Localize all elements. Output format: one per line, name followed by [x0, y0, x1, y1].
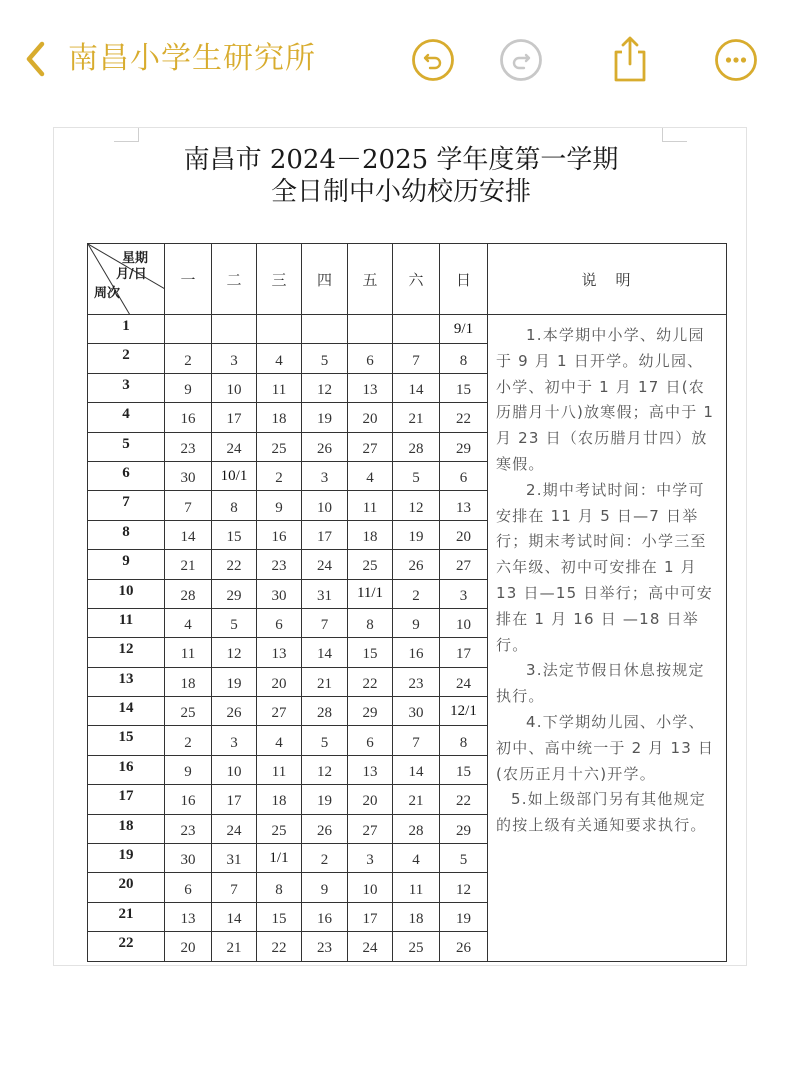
day-cell: 8 [440, 726, 488, 755]
day-cell: 23 [257, 550, 302, 579]
day-cell: 22 [212, 550, 257, 579]
nav-title: 南昌小学生研究所 [68, 41, 316, 76]
week-number-cell: 11 [88, 608, 165, 637]
day-cell: 21 [212, 932, 257, 961]
day-cell: 2 [257, 461, 302, 490]
day-cell: 14 [165, 520, 212, 549]
day-cell: 28 [165, 579, 212, 608]
week-number-cell: 7 [88, 491, 165, 520]
day-cell [348, 315, 393, 344]
day-cell: 8 [348, 608, 393, 637]
day-cell: 13 [440, 491, 488, 520]
week-number-cell: 4 [88, 403, 165, 432]
day-cell: 7 [212, 873, 257, 902]
day-cell: 14 [302, 638, 348, 667]
day-cell: 26 [440, 932, 488, 961]
document-title-line2: 全日制中小幼校历安排 [270, 177, 531, 207]
day-cell: 12 [440, 873, 488, 902]
day-cell: 26 [212, 697, 257, 726]
share-icon [608, 34, 652, 84]
redo-icon [499, 38, 543, 82]
day-cell: 13 [257, 638, 302, 667]
corner-label-date: 月/日 [116, 267, 147, 282]
week-number-cell: 21 [88, 902, 165, 931]
day-cell: 14 [212, 902, 257, 931]
note-paragraph: 5.如上级部门另有其他规定的按上级有关通知要求执行。 [496, 790, 707, 835]
day-cell: 27 [440, 550, 488, 579]
calendar-body [88, 315, 727, 962]
day-cell: 11 [257, 755, 302, 784]
day-cell: 13 [165, 902, 212, 931]
day-cell: 23 [165, 432, 212, 461]
day-cell: 12 [302, 373, 348, 402]
ellipsis-icon [714, 38, 758, 82]
day-cell: 16 [165, 403, 212, 432]
day-cell: 7 [393, 344, 440, 373]
week-number-cell: 8 [88, 520, 165, 549]
day-cell: 26 [393, 550, 440, 579]
day-cell: 30 [165, 461, 212, 490]
day-cell: 29 [212, 579, 257, 608]
day-cell: 4 [165, 608, 212, 637]
day-cell: 22 [257, 932, 302, 961]
day-cell: 10 [212, 373, 257, 402]
day-cell: 30 [165, 844, 212, 873]
day-cell: 11 [257, 373, 302, 402]
top-nav-bar [0, 0, 800, 110]
day-cell: 24 [348, 932, 393, 961]
week-number-cell: 17 [88, 785, 165, 814]
corner-header-cell [88, 244, 165, 315]
table-row [88, 315, 727, 344]
day-cell: 19 [302, 403, 348, 432]
note-paragraph: 1.本学期中小学、幼儿园于 9 月 1 日开学。幼儿园、小学、初中于 1 月 17 日(农历腊月十八)放寒假；高中于 1 月 23 日（农历腊月廿四）放寒假。 [496, 326, 715, 473]
day-cell: 25 [165, 697, 212, 726]
day-cell: 21 [302, 667, 348, 696]
redo-button[interactable] [499, 38, 543, 82]
day-cell: 23 [302, 932, 348, 961]
document-page [53, 127, 747, 966]
day-cell: 10 [302, 491, 348, 520]
week-number-cell: 13 [88, 667, 165, 696]
week-number-cell: 2 [88, 344, 165, 373]
day-cell: 15 [440, 755, 488, 784]
day-cell: 20 [440, 520, 488, 549]
day-cell: 7 [302, 608, 348, 637]
corner-label-weekday: 星期 [122, 251, 149, 266]
day-cell: 20 [257, 667, 302, 696]
crop-mark-right [662, 128, 687, 142]
day-cell [212, 315, 257, 344]
notes-header: 说 明 [488, 244, 727, 315]
day-cell: 29 [440, 814, 488, 843]
week-number-cell: 3 [88, 373, 165, 402]
day-cell: 3 [212, 726, 257, 755]
week-number-cell: 12 [88, 638, 165, 667]
week-number-cell: 18 [88, 814, 165, 843]
day-cell: 19 [393, 520, 440, 549]
week-number-cell: 5 [88, 432, 165, 461]
day-cell: 11 [348, 491, 393, 520]
week-number-cell: 10 [88, 579, 165, 608]
weekday-header: 日 [440, 244, 488, 315]
day-cell: 21 [393, 403, 440, 432]
day-cell: 7 [393, 726, 440, 755]
more-button[interactable] [714, 38, 758, 82]
week-number-cell: 20 [88, 873, 165, 902]
day-cell: 9 [393, 608, 440, 637]
day-cell: 24 [212, 814, 257, 843]
day-cell: 28 [393, 814, 440, 843]
day-cell: 30 [393, 697, 440, 726]
day-cell: 4 [257, 344, 302, 373]
crop-mark-left [114, 128, 139, 142]
week-number-cell: 9 [88, 550, 165, 579]
day-cell: 3 [440, 579, 488, 608]
day-cell: 25 [393, 932, 440, 961]
day-cell: 11 [393, 873, 440, 902]
day-cell: 27 [257, 697, 302, 726]
day-cell: 4 [257, 726, 302, 755]
day-cell: 18 [257, 785, 302, 814]
day-cell: 10 [440, 608, 488, 637]
day-cell: 24 [212, 432, 257, 461]
day-cell: 9 [257, 491, 302, 520]
day-cell: 18 [165, 667, 212, 696]
share-button[interactable] [608, 34, 652, 84]
week-number-cell: 19 [88, 844, 165, 873]
day-cell: 20 [165, 932, 212, 961]
day-cell: 16 [393, 638, 440, 667]
day-cell: 13 [348, 373, 393, 402]
day-cell: 5 [393, 461, 440, 490]
day-cell: 2 [165, 726, 212, 755]
day-cell: 22 [440, 403, 488, 432]
day-cell: 6 [348, 344, 393, 373]
day-cell: 3 [348, 844, 393, 873]
day-cell: 2 [165, 344, 212, 373]
notes-cell [488, 315, 727, 962]
day-cell: 9 [165, 755, 212, 784]
day-cell: 23 [393, 667, 440, 696]
day-cell: 22 [348, 667, 393, 696]
day-cell: 17 [212, 785, 257, 814]
day-cell: 6 [440, 461, 488, 490]
weekday-header: 六 [393, 244, 440, 315]
day-cell: 12 [212, 638, 257, 667]
weekday-header: 四 [302, 244, 348, 315]
day-cell: 5 [440, 844, 488, 873]
day-cell: 14 [393, 755, 440, 784]
day-cell: 25 [348, 550, 393, 579]
day-cell: 31 [302, 579, 348, 608]
chevron-left-icon [22, 38, 52, 80]
day-cell: 8 [212, 491, 257, 520]
day-cell: 4 [393, 844, 440, 873]
day-cell: 6 [165, 873, 212, 902]
week-number-cell: 16 [88, 755, 165, 784]
day-cell: 20 [348, 785, 393, 814]
undo-icon [411, 38, 455, 82]
day-cell: 21 [393, 785, 440, 814]
day-cell: 5 [302, 726, 348, 755]
day-cell: 3 [302, 461, 348, 490]
day-cell: 27 [348, 814, 393, 843]
weekday-header: 二 [212, 244, 257, 315]
day-cell: 18 [348, 520, 393, 549]
day-cell: 17 [212, 403, 257, 432]
day-cell: 19 [302, 785, 348, 814]
week-number-cell: 14 [88, 697, 165, 726]
day-cell: 11/1 [348, 579, 393, 608]
week-number-cell: 22 [88, 932, 165, 961]
day-cell: 16 [257, 520, 302, 549]
back-button[interactable] [22, 38, 52, 80]
day-cell: 30 [257, 579, 302, 608]
day-cell: 26 [302, 814, 348, 843]
week-number-cell: 1 [88, 315, 165, 344]
day-cell: 29 [440, 432, 488, 461]
day-cell: 9 [165, 373, 212, 402]
day-cell: 7 [165, 491, 212, 520]
table-header-row [88, 244, 727, 315]
day-cell: 12 [393, 491, 440, 520]
day-cell: 24 [440, 667, 488, 696]
day-cell: 24 [302, 550, 348, 579]
day-cell: 26 [302, 432, 348, 461]
day-cell: 23 [165, 814, 212, 843]
day-cell: 11 [165, 638, 212, 667]
day-cell [257, 315, 302, 344]
day-cell: 4 [348, 461, 393, 490]
day-cell: 17 [440, 638, 488, 667]
day-cell: 31 [212, 844, 257, 873]
day-cell: 12/1 [440, 697, 488, 726]
day-cell: 15 [212, 520, 257, 549]
day-cell: 14 [393, 373, 440, 402]
day-cell: 16 [165, 785, 212, 814]
day-cell: 16 [302, 902, 348, 931]
note-paragraph: 2.期中考试时间：中学可安排在 11 月 5 日—7 日举行；期末考试时间：小学三至六年级、初中可安排在 1 月 13 日—15 日举行；高中可安排在 1 月 16 日 —18 日举行。 [496, 480, 713, 654]
day-cell [302, 315, 348, 344]
day-cell: 1/1 [257, 844, 302, 873]
day-cell: 25 [257, 814, 302, 843]
week-number-cell: 15 [88, 726, 165, 755]
day-cell [165, 315, 212, 344]
day-cell: 19 [212, 667, 257, 696]
weekday-header: 一 [165, 244, 212, 315]
weekday-header: 三 [257, 244, 302, 315]
day-cell: 18 [393, 902, 440, 931]
day-cell: 19 [440, 902, 488, 931]
note-paragraph: 3.法定节假日休息按规定执行。 [496, 661, 705, 706]
day-cell: 15 [348, 638, 393, 667]
day-cell: 9/1 [440, 315, 488, 344]
day-cell [393, 315, 440, 344]
weekday-header: 五 [348, 244, 393, 315]
note-paragraph: 4.下学期幼儿园、小学、初中、高中统一于 2 月 13 日(农历正月十六)开学。 [496, 712, 715, 783]
day-cell: 20 [348, 403, 393, 432]
corner-label-week: 周次 [94, 286, 121, 301]
day-cell: 8 [257, 873, 302, 902]
day-cell: 25 [257, 432, 302, 461]
day-cell: 10 [212, 755, 257, 784]
school-calendar-table [87, 243, 727, 962]
day-cell: 3 [212, 344, 257, 373]
day-cell: 21 [165, 550, 212, 579]
day-cell: 27 [348, 432, 393, 461]
day-cell: 5 [212, 608, 257, 637]
day-cell: 17 [302, 520, 348, 549]
day-cell: 2 [302, 844, 348, 873]
day-cell: 2 [393, 579, 440, 608]
day-cell: 29 [348, 697, 393, 726]
day-cell: 13 [348, 755, 393, 784]
day-cell: 12 [302, 755, 348, 784]
day-cell: 15 [257, 902, 302, 931]
day-cell: 15 [440, 373, 488, 402]
day-cell: 8 [440, 344, 488, 373]
day-cell: 18 [257, 403, 302, 432]
day-cell: 28 [302, 697, 348, 726]
day-cell: 28 [393, 432, 440, 461]
day-cell: 17 [348, 902, 393, 931]
day-cell: 22 [440, 785, 488, 814]
day-cell: 5 [302, 344, 348, 373]
week-number-cell: 6 [88, 461, 165, 490]
document-title-line1: 南昌市 2024－2025 学年度第一学期 [183, 145, 619, 175]
undo-button[interactable] [411, 38, 455, 82]
day-cell: 6 [257, 608, 302, 637]
day-cell: 6 [348, 726, 393, 755]
day-cell: 10 [348, 873, 393, 902]
day-cell: 10/1 [212, 461, 257, 490]
day-cell: 9 [302, 873, 348, 902]
